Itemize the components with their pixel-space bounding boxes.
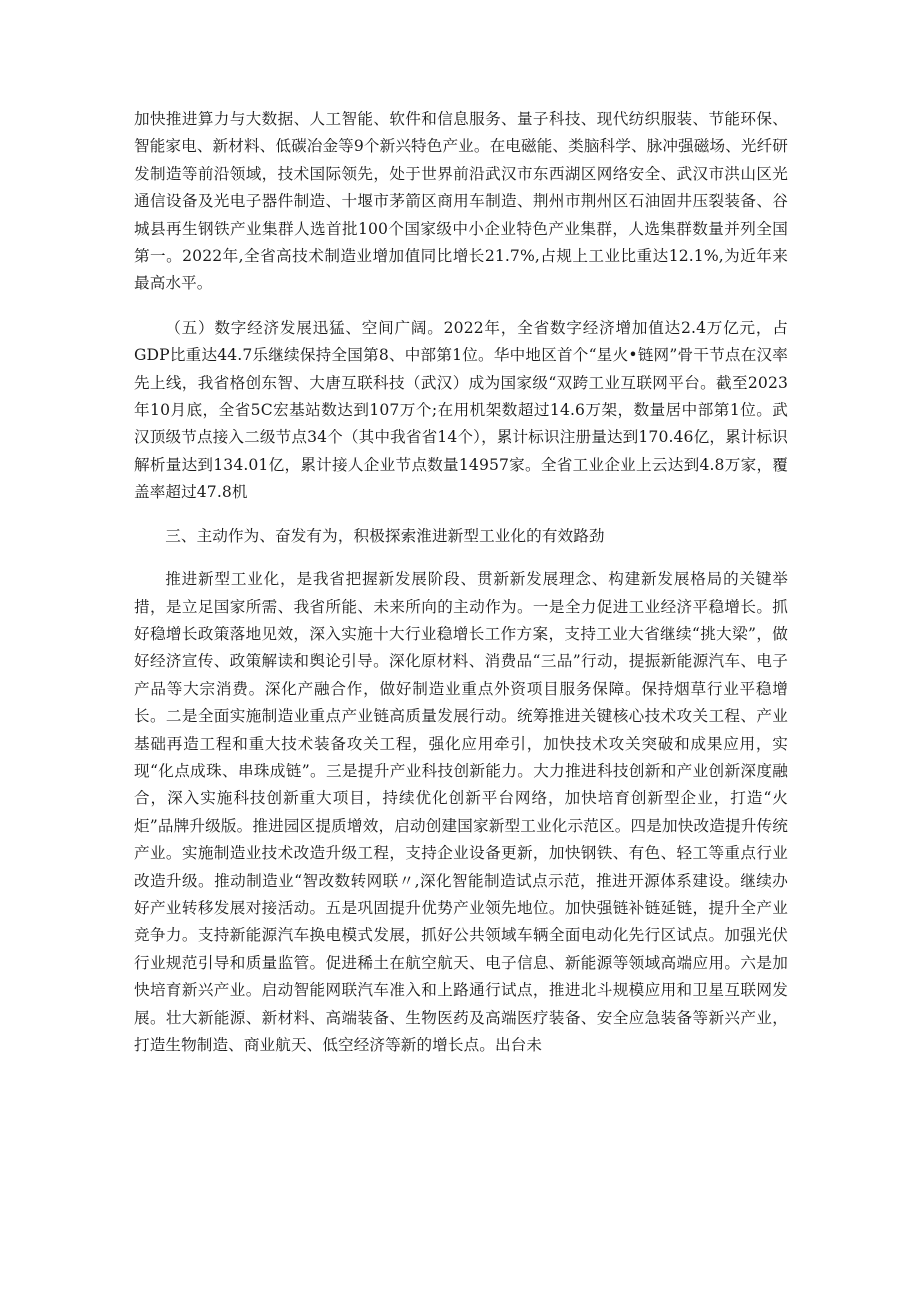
section-heading-three: 三、主动作为、奋发有为，积极探索淮进新型工业化的有效路劲: [165, 526, 605, 545]
paragraph-new-industrialization: 推进新型工业化，是我省把握新发展阶段、贯新新发展理念、构建新发展格局的关键举措，是立足国家所需、我省所能、未来所向的主动作为。一是全力促进工业经济平稳增长。抓好稳增长政策落地见效，深入实施十大行业稳增长工作方案，支持工业大省继续“挑大梁”，做好经济宣传、政策解读和舆论引导。深化原材料、消费品“三品”行动，提振新能源汽车、电子产品等大宗消费。深化产融合作，做好制造业重点外资项目服务保障。保持烟草行业平稳增长。二是全面实施制造业重点产业链高质量发展行动。统筹推进关键核心技术攻关工程、产业基础再造工程和重大技术装备攻关工程，强化应用牵引，加快技术攻关突破和成果应用，实现“化点成珠、串珠成链”。三是提升产业科技创新能力。大力推进科技创新和产业创新深度融合，深入实施科技创新重大项目，持续优化创新平台网络，加快培育创新型企业，打造“火炬”品牌升级版。推进园区提质增效，启动创建国家新型工业化示范区。四是加快改造提升传统产业。实施制造业技术改造升级工程，支持企业设备更新，加快钢铁、有色、轻工等重点行业改造升级。推动制造业“智改数转网联〃,深化智能制造试点示范，推进开源体系建设。继续办好产业转移发展对接活动。五是巩固提升优势产业领先地位。加快强链补链延链，提升全产业竞争力。支持新能源汽车换电模式发展，抓好公共领域车辆全面电动化先行区试点。加强光伏行业规范引导和质量监管。促进稀土在航空航天、电子信息、新能源等领域高端应用。六是加快培育新兴产业。启动智能网联汽车准入和上路通行试点，推进北斗规模应用和卫星互联网发展。壮大新能源、新材料、高端装备、生物医药及高端医疗装备、安全应急装备等新兴产业，打造生物制造、商业航天、低空经济等新的增长点。出台未: [134, 570, 788, 1054]
paragraph-digital-economy: （五）数字经济发展迅猛、空间广阔。2022年，全省数字经济增加值达2.4万亿元，占GDP比重达44.7乐继续保持全国第8、中部第1位。华中地区首个“星火•链网”骨干节点在汉率先上线，我省格创东智、大唐互联科技（武汉）成为国家级“双跨工业互联网平台。截至2023年10月底，全省5C宏基站数达到107万个;在用机架数超过14.6万架，数量居中部第1位。武汉顶级节点接入二级节点34个（其中我省省14个），累计标识注册量达到170.46亿，累计标识解析量达到134.01亿，累计接人企业节点数量14957家。全省工业企业上云达到4.8万家，覆盖率超过47.8机: [134, 318, 788, 502]
paragraph-emerging-industries: 加快推进算力与大数据、人工智能、软件和信息服务、量子科技、现代纺织服装、节能环保、智能家电、新材料、低碳冶金等9个新兴特色产业。在电磁能、类脑科学、脉冲强磁场、光纤研发制造等前沿领域，技术国际领先，处于世界前沿武汉市东西湖区网络安全、武汉市洪山区光通信设备及光电子器件制造、十堰市茅箭区商用车制造、荆州市荆州区石油固井压裂装备、谷城县再生钢铁产业集群人选首批100个国家级中小企业特色产业集群，人选集群数量并列全国第一。2022年,全省高技术制造业增加值同比增长21.7%,占规上工业比重达12.1%,为近年来最高水平。: [134, 110, 788, 293]
document-body: [134, 106, 788, 1059]
